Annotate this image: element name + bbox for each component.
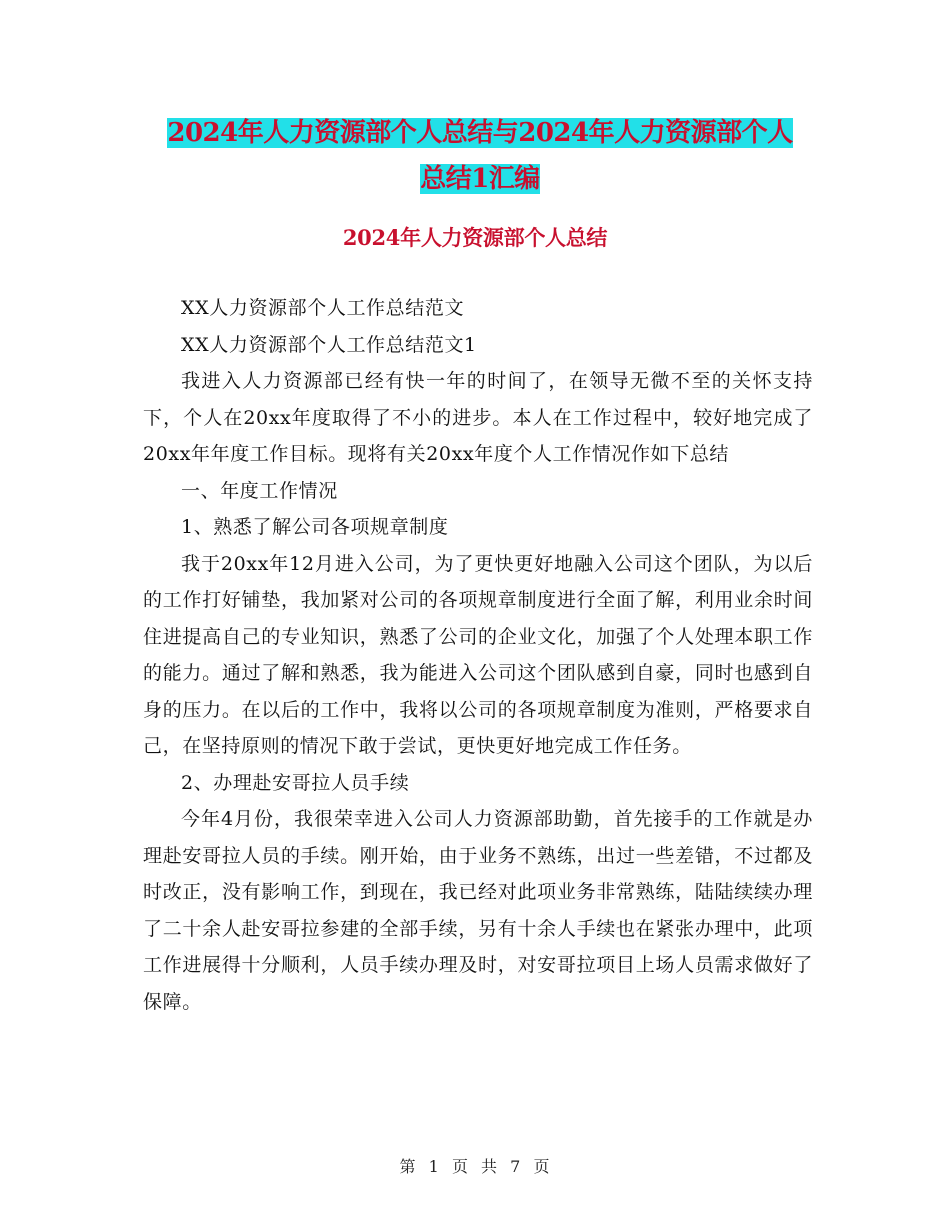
document-title: [140, 110, 820, 202]
page-unit: 页: [451, 1157, 469, 1176]
paragraph: 1、熟悉了解公司各项规章制度: [181, 516, 449, 538]
title-line-2: 总结1汇编: [420, 164, 540, 194]
paragraph: 2、办理赴安哥拉人员手续: [181, 771, 410, 794]
paragraph: XX人力资源部个人工作总结范文: [181, 297, 465, 319]
title-line-1: 2024年人力资源部个人总结与2024年人力资源部个人: [167, 118, 793, 148]
page-footer: [0, 1154, 950, 1177]
paragraph: 一、年度工作情况: [181, 479, 338, 502]
paragraph: XX人力资源部个人工作总结范文1: [181, 333, 477, 356]
paragraph: 我于20xx年12月进入公司，为了更快更好地融入公司这个团队，为以后的工作打好铺垫，我加紧对公司的各项规章制度进行全面了解，利用业余时间住进提高自己的专业知识，熟悉了公司的企业文化，加强了个人处理本职工作的能力。通过了解和熟悉，我为能进入公司这个团队感到自豪，同时也感到自身的压力。在以后的工作中，我将以公司的各项规章制度为准则，严格要求自己，在坚持原则的情况下敢于尝试，更快更好地完成工作任务。: [143, 552, 813, 757]
page-number: 1: [428, 1157, 440, 1176]
section-heading: 2024年人力资源部个人总结: [342, 225, 608, 250]
total-label: 共: [481, 1157, 499, 1176]
page-label: 第: [399, 1157, 417, 1176]
document-body: [143, 290, 813, 1020]
paragraph: 我进入人力资源部已经有快一年的时间了，在领导无微不至的关怀支持下，个人在20xx年度取得了不小的进步。本人在工作过程中，较好地完成了20xx年年度工作目标。现将有关20xx年度个人工作情况作如下总结: [143, 370, 813, 465]
total-pages: 7: [510, 1157, 522, 1176]
paragraph: 今年4月份，我很荣幸进入公司人力资源部助勤，首先接手的工作就是办理赴安哥拉人员的手续。刚开始，由于业务不熟练，出过一些差错，不过都及时改正，没有影响工作，到现在，我已经对此项业务非常熟练，陆陆续续办理了二十余人赴安哥拉参建的全部手续，另有十余人手续也在紧张办理中，此项工作进展得十分顺利，人员手续办理及时，对安哥拉项目上场人员需求做好了保障。: [143, 808, 813, 1013]
total-unit: 页: [533, 1157, 551, 1176]
